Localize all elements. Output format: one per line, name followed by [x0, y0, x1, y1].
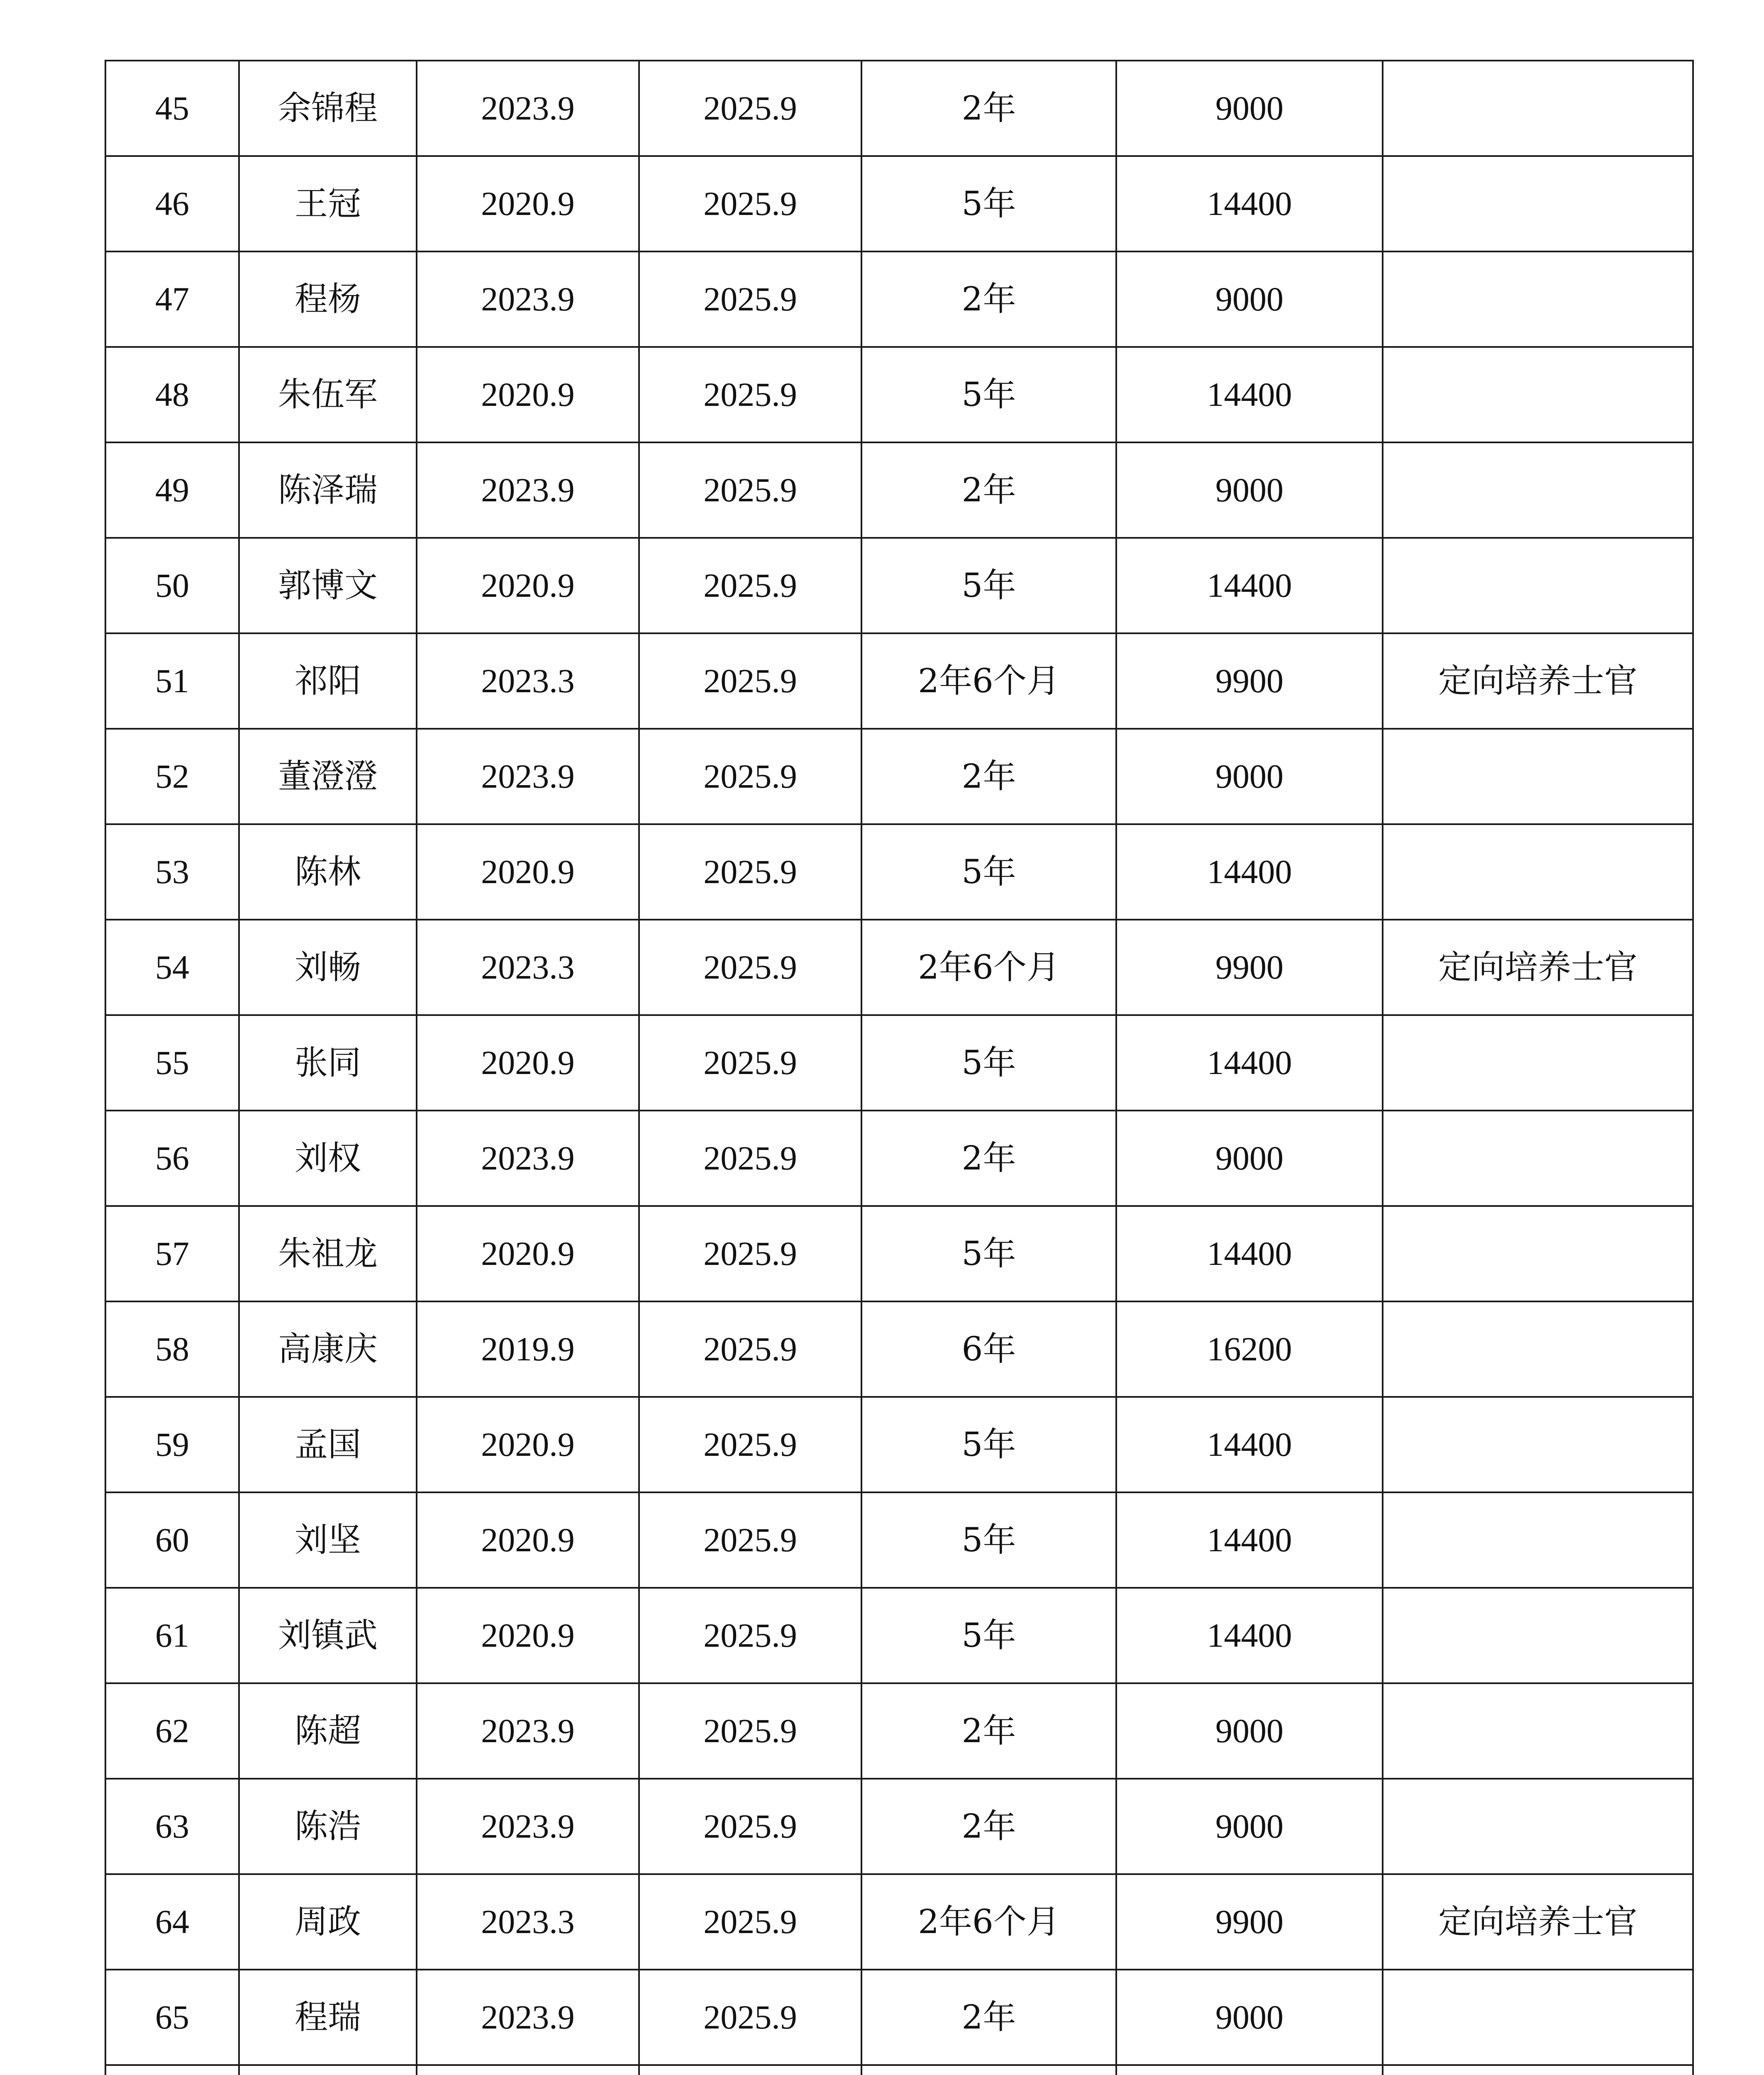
- cell-start-date: 2023.9: [417, 251, 639, 347]
- cell-note: [1383, 1301, 1693, 1397]
- cell-name: 郭博文: [239, 538, 417, 633]
- cell-name: 张同: [239, 1015, 417, 1111]
- cell-start-date: 2020.9: [417, 1206, 639, 1301]
- cell-start-date: 2020.9: [417, 1015, 639, 1111]
- cell-start-date: 2019.9: [417, 1301, 639, 1397]
- cell-name: 刘权: [239, 1111, 417, 1206]
- cell-name: 孟国: [239, 1397, 417, 1492]
- cell-serial-number: 63: [105, 1779, 239, 1874]
- cell-duration: 5年: [861, 347, 1116, 442]
- table-row: [105, 1683, 1693, 1779]
- table-row: [105, 824, 1693, 920]
- cell-start-date: 2023.3: [417, 920, 639, 1015]
- cell-note: [1383, 1779, 1693, 1874]
- table-row: [105, 729, 1693, 824]
- cell-serial-number: 52: [105, 729, 239, 824]
- cell-duration: 2年: [861, 1779, 1116, 1874]
- cell-duration: 2年: [861, 1111, 1116, 1206]
- cell-note: [1383, 1015, 1693, 1111]
- cell-duration: 5年: [861, 1588, 1116, 1683]
- cell-duration: 2年: [861, 251, 1116, 347]
- cell-note: [1383, 824, 1693, 920]
- cell-amount: 9000: [1116, 251, 1383, 347]
- cell-note: [1383, 61, 1693, 156]
- cell-start-date: 2023.9: [417, 729, 639, 824]
- cell-amount: 9900: [1116, 633, 1383, 729]
- cell-duration: 2年6个月: [861, 920, 1116, 1015]
- table-row: [105, 1588, 1693, 1683]
- cell-start-date: 2023.9: [417, 442, 639, 538]
- cell-duration: 5年: [861, 1015, 1116, 1111]
- cell-end-date: 2025.9: [639, 156, 861, 251]
- cell-name: 余锦程: [239, 61, 417, 156]
- table-row: [105, 442, 1693, 538]
- cell-serial-number: 45: [105, 61, 239, 156]
- cell-amount: [1116, 2065, 1383, 2075]
- cell-amount: 9000: [1116, 1683, 1383, 1779]
- cell-end-date: 2025.9: [639, 1111, 861, 1206]
- cell-start-date: 2023.9: [417, 1683, 639, 1779]
- cell-duration: 2年: [861, 61, 1116, 156]
- cell-amount: 9000: [1116, 729, 1383, 824]
- cell-name: 刘畅: [239, 920, 417, 1015]
- cell-end-date: 2025.9: [639, 1970, 861, 2065]
- cell-duration: 2年: [861, 729, 1116, 824]
- table-row: [105, 251, 1693, 347]
- cell-name: 王冠: [239, 156, 417, 251]
- cell-end-date: 2025.9: [639, 1015, 861, 1111]
- cell-duration: 2年: [861, 1683, 1116, 1779]
- cell-start-date: 2020.9: [417, 824, 639, 920]
- cell-name: 陈林: [239, 824, 417, 920]
- cell-end-date: 2025.9: [639, 1588, 861, 1683]
- cell-duration: 5年: [861, 1206, 1116, 1301]
- cell-start-date: 2020.9: [417, 538, 639, 633]
- table-row: [105, 538, 1693, 633]
- cell-end-date: 2025.9: [639, 442, 861, 538]
- table-row: [105, 1492, 1693, 1588]
- cell-note: [1383, 347, 1693, 442]
- roster-table-body: [105, 61, 1693, 2075]
- cell-amount: 9000: [1116, 442, 1383, 538]
- cell-start-date: 2023.9: [417, 1111, 639, 1206]
- cell-amount: 14400: [1116, 824, 1383, 920]
- cell-start-date: 2023.3: [417, 633, 639, 729]
- cell-end-date: 2025.9: [639, 920, 861, 1015]
- cell-serial-number: 48: [105, 347, 239, 442]
- cell-name: [239, 2065, 417, 2075]
- cell-serial-number: 64: [105, 1874, 239, 1970]
- cell-serial-number: 55: [105, 1015, 239, 1111]
- cell-name: 程瑞: [239, 1970, 417, 2065]
- cell-amount: 14400: [1116, 156, 1383, 251]
- cell-amount: 14400: [1116, 1397, 1383, 1492]
- cell-duration: 5年: [861, 1492, 1116, 1588]
- cell-serial-number: 57: [105, 1206, 239, 1301]
- cell-end-date: [639, 2065, 861, 2075]
- cell-note: [1383, 1492, 1693, 1588]
- cell-amount: 9000: [1116, 1970, 1383, 2065]
- table-row: [105, 1779, 1693, 1874]
- roster-table: [105, 60, 1694, 2075]
- cell-serial-number: [105, 2065, 239, 2075]
- cell-name: 高康庆: [239, 1301, 417, 1397]
- cell-start-date: 2023.9: [417, 1779, 639, 1874]
- cell-end-date: 2025.9: [639, 1874, 861, 1970]
- cell-amount: 14400: [1116, 347, 1383, 442]
- cell-start-date: 2020.9: [417, 1397, 639, 1492]
- cell-note: [1383, 1111, 1693, 1206]
- cell-amount: 14400: [1116, 1492, 1383, 1588]
- cell-amount: 9900: [1116, 920, 1383, 1015]
- table-row: [105, 1206, 1693, 1301]
- cell-note: [1383, 1683, 1693, 1779]
- cell-note: [1383, 538, 1693, 633]
- cell-duration: 5年: [861, 156, 1116, 251]
- cell-note: [1383, 1970, 1693, 2065]
- cell-name: 朱祖龙: [239, 1206, 417, 1301]
- cell-end-date: 2025.9: [639, 251, 861, 347]
- cell-note: 定向培养士官: [1383, 633, 1693, 729]
- cell-start-date: 2023.9: [417, 61, 639, 156]
- cell-name: 董澄澄: [239, 729, 417, 824]
- cell-serial-number: 59: [105, 1397, 239, 1492]
- table-row: [105, 1301, 1693, 1397]
- cell-start-date: 2020.9: [417, 347, 639, 442]
- cell-note: [1383, 442, 1693, 538]
- cell-end-date: 2025.9: [639, 1206, 861, 1301]
- cell-duration: 2年6个月: [861, 633, 1116, 729]
- cell-serial-number: 58: [105, 1301, 239, 1397]
- cell-end-date: 2025.9: [639, 538, 861, 633]
- cell-serial-number: 60: [105, 1492, 239, 1588]
- cell-duration: 2年: [861, 1970, 1116, 2065]
- table-row: [105, 920, 1693, 1015]
- cell-amount: 9000: [1116, 1779, 1383, 1874]
- cell-duration: 2年6个月: [861, 1874, 1116, 1970]
- table-row: [105, 61, 1693, 156]
- table-row: [105, 1111, 1693, 1206]
- cell-note: [1383, 1206, 1693, 1301]
- cell-name: 陈浩: [239, 1779, 417, 1874]
- cell-name: 朱伍军: [239, 347, 417, 442]
- table-row: [105, 347, 1693, 442]
- cell-amount: 9900: [1116, 1874, 1383, 1970]
- cell-note: [1383, 1588, 1693, 1683]
- cell-name: 周政: [239, 1874, 417, 1970]
- cell-start-date: [417, 2065, 639, 2075]
- table-row: [105, 1397, 1693, 1492]
- cell-amount: 9000: [1116, 61, 1383, 156]
- cell-end-date: 2025.9: [639, 61, 861, 156]
- cell-end-date: 2025.9: [639, 729, 861, 824]
- cell-duration: [861, 2065, 1116, 2075]
- cell-note: [1383, 251, 1693, 347]
- cell-name: 陈超: [239, 1683, 417, 1779]
- cell-note: [1383, 729, 1693, 824]
- cell-note: [1383, 2065, 1693, 2075]
- cell-start-date: 2023.9: [417, 1970, 639, 2065]
- cell-serial-number: 54: [105, 920, 239, 1015]
- cell-duration: 5年: [861, 1397, 1116, 1492]
- cell-serial-number: 62: [105, 1683, 239, 1779]
- cell-amount: 14400: [1116, 1588, 1383, 1683]
- cell-name: 程杨: [239, 251, 417, 347]
- cell-end-date: 2025.9: [639, 347, 861, 442]
- cell-note: 定向培养士官: [1383, 1874, 1693, 1970]
- cell-serial-number: 49: [105, 442, 239, 538]
- cell-start-date: 2020.9: [417, 1588, 639, 1683]
- cell-start-date: 2020.9: [417, 1492, 639, 1588]
- cell-start-date: 2023.3: [417, 1874, 639, 1970]
- cell-serial-number: 46: [105, 156, 239, 251]
- cell-serial-number: 61: [105, 1588, 239, 1683]
- table-row: [105, 156, 1693, 251]
- cell-end-date: 2025.9: [639, 1779, 861, 1874]
- cell-name: 陈泽瑞: [239, 442, 417, 538]
- cell-amount: 16200: [1116, 1301, 1383, 1397]
- cell-serial-number: 51: [105, 633, 239, 729]
- table-row: [105, 1015, 1693, 1111]
- cell-serial-number: 50: [105, 538, 239, 633]
- cell-name: 祁阳: [239, 633, 417, 729]
- cell-amount: 9000: [1116, 1111, 1383, 1206]
- cell-note: 定向培养士官: [1383, 920, 1693, 1015]
- cell-duration: 5年: [861, 538, 1116, 633]
- cell-duration: 5年: [861, 824, 1116, 920]
- cell-serial-number: 47: [105, 251, 239, 347]
- cell-amount: 14400: [1116, 1206, 1383, 1301]
- cell-start-date: 2020.9: [417, 156, 639, 251]
- cell-serial-number: 53: [105, 824, 239, 920]
- cell-name: 刘镇武: [239, 1588, 417, 1683]
- cell-serial-number: 65: [105, 1970, 239, 2065]
- cell-amount: 14400: [1116, 538, 1383, 633]
- table-row: [105, 633, 1693, 729]
- cell-duration: 2年: [861, 442, 1116, 538]
- cell-amount: 14400: [1116, 1015, 1383, 1111]
- table-row: [105, 1874, 1693, 1970]
- cell-end-date: 2025.9: [639, 1683, 861, 1779]
- table-row: [105, 2065, 1693, 2075]
- cell-end-date: 2025.9: [639, 633, 861, 729]
- cell-name: 刘坚: [239, 1492, 417, 1588]
- table-row: [105, 1970, 1693, 2065]
- cell-duration: 6年: [861, 1301, 1116, 1397]
- cell-serial-number: 56: [105, 1111, 239, 1206]
- cell-end-date: 2025.9: [639, 1492, 861, 1588]
- cell-end-date: 2025.9: [639, 824, 861, 920]
- cell-end-date: 2025.9: [639, 1397, 861, 1492]
- cell-end-date: 2025.9: [639, 1301, 861, 1397]
- cell-note: [1383, 1397, 1693, 1492]
- cell-note: [1383, 156, 1693, 251]
